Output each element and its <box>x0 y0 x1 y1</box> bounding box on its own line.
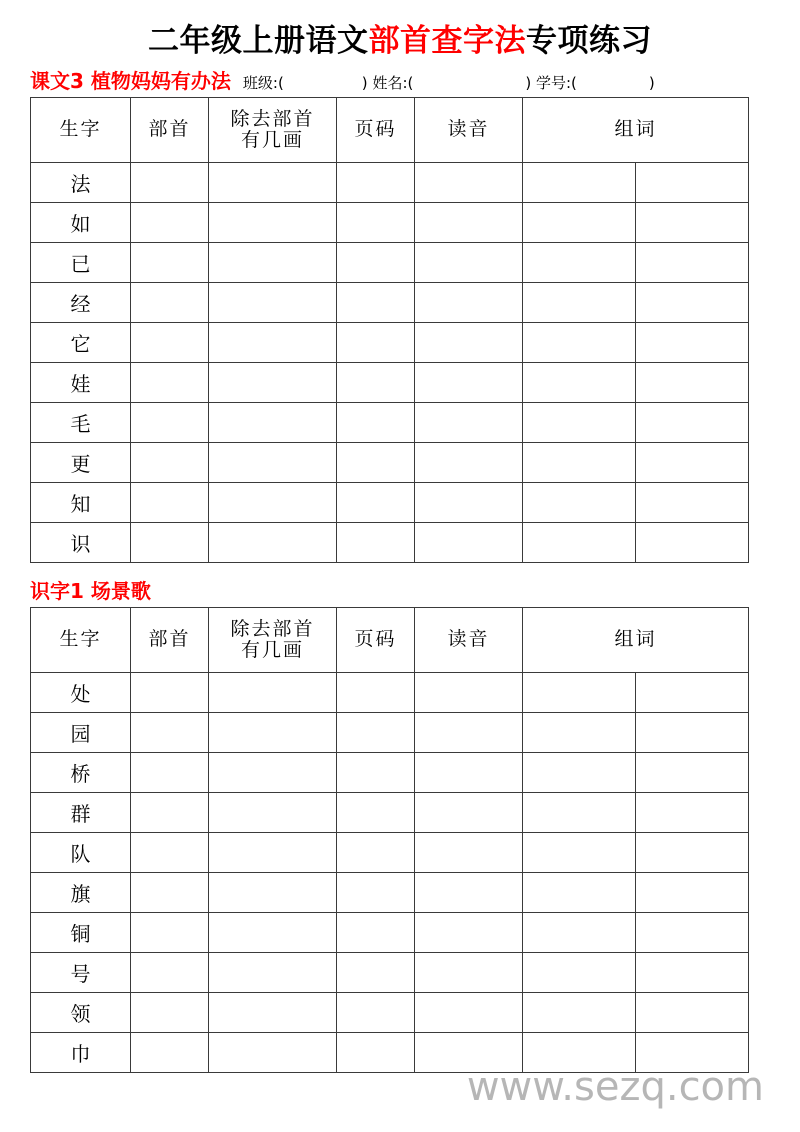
cell-pronunciation-blank[interactable] <box>415 443 523 483</box>
strokes-header-line2: 有几画 <box>240 639 304 661</box>
cell-pronunciation-blank[interactable] <box>415 363 523 403</box>
cell-page-blank[interactable] <box>337 713 415 753</box>
strokes-header-line1: 除去部首 <box>230 107 315 130</box>
cell-pronunciation-blank[interactable] <box>415 323 523 363</box>
table-row <box>31 713 749 753</box>
name-field-label: 姓名:( <box>372 74 414 92</box>
cell-word-blank-b[interactable] <box>636 673 749 713</box>
cell-strokes-blank[interactable] <box>209 243 337 283</box>
cell-word-blank-b[interactable] <box>636 243 749 283</box>
cell-radical-blank[interactable] <box>131 753 209 793</box>
cell-strokes-blank[interactable] <box>209 1033 337 1073</box>
cell-radical-blank[interactable] <box>131 523 209 563</box>
title-segment-1: 二年级上册语文 <box>148 23 369 59</box>
column-header-strokes <box>209 98 337 163</box>
cell-word-blank-b[interactable] <box>636 403 749 443</box>
section-heading-row-2 <box>0 581 800 601</box>
table-wrapper-1 <box>0 97 800 563</box>
cell-strokes-blank[interactable] <box>209 403 337 443</box>
student-info-fields <box>243 76 655 91</box>
cell-character: 桥 <box>31 753 131 793</box>
cell-word-blank-b[interactable] <box>636 523 749 563</box>
cell-word-blank-b[interactable] <box>636 203 749 243</box>
table-row <box>31 363 749 403</box>
cell-radical-blank[interactable] <box>131 203 209 243</box>
id-field-label: 学号:( <box>535 74 577 92</box>
cell-word-blank-a[interactable] <box>523 163 636 203</box>
table-row <box>31 323 749 363</box>
cell-strokes-blank[interactable] <box>209 323 337 363</box>
cell-radical-blank[interactable] <box>131 873 209 913</box>
strokes-header-line2: 有几画 <box>240 129 304 151</box>
cell-radical-blank[interactable] <box>131 163 209 203</box>
cell-character: 更 <box>31 443 131 483</box>
cell-word-blank-a[interactable] <box>523 203 636 243</box>
cell-page-blank[interactable] <box>337 283 415 323</box>
page-title <box>0 0 800 57</box>
cell-word-blank-b[interactable] <box>636 163 749 203</box>
cell-radical-blank[interactable] <box>131 953 209 993</box>
cell-pronunciation-blank[interactable] <box>415 673 523 713</box>
cell-character: 娃 <box>31 363 131 403</box>
cell-character: 群 <box>31 793 131 833</box>
cell-radical-blank[interactable] <box>131 993 209 1033</box>
cell-word-blank-a[interactable] <box>523 713 636 753</box>
cell-pronunciation-blank[interactable] <box>415 793 523 833</box>
table-header-2 <box>31 608 749 673</box>
cell-strokes-blank[interactable] <box>209 793 337 833</box>
cell-pronunciation-blank[interactable] <box>415 953 523 993</box>
cell-word-blank-b[interactable] <box>636 873 749 913</box>
cell-word-blank-b[interactable] <box>636 363 749 403</box>
site-watermark: www.sezq.com <box>466 1064 764 1110</box>
table-body-2 <box>31 673 749 1073</box>
cell-page-blank[interactable] <box>337 163 415 203</box>
table-row <box>31 403 749 443</box>
cell-character: 号 <box>31 953 131 993</box>
cell-page-blank[interactable] <box>337 953 415 993</box>
cell-radical-blank[interactable] <box>131 673 209 713</box>
cell-word-blank-a[interactable] <box>523 243 636 283</box>
cell-character: 旗 <box>31 873 131 913</box>
table-row <box>31 993 749 1033</box>
cell-radical-blank[interactable] <box>131 913 209 953</box>
cell-pronunciation-blank[interactable] <box>415 913 523 953</box>
cell-character: 处 <box>31 673 131 713</box>
cell-page-blank[interactable] <box>337 793 415 833</box>
cell-pronunciation-blank[interactable] <box>415 1033 523 1073</box>
cell-word-blank-b[interactable] <box>636 913 749 953</box>
cell-character: 铜 <box>31 913 131 953</box>
header-row <box>31 98 749 163</box>
strokes-header-line1: 除去部首 <box>230 617 315 640</box>
cell-strokes-blank[interactable] <box>209 163 337 203</box>
cell-word-blank-b[interactable] <box>636 953 749 993</box>
cell-page-blank[interactable] <box>337 1033 415 1073</box>
section-title-1: 课文3 植物妈妈有办法 <box>30 69 231 93</box>
cell-character: 法 <box>31 163 131 203</box>
cell-word-blank-a[interactable] <box>523 673 636 713</box>
cell-strokes-blank[interactable] <box>209 363 337 403</box>
class-field-close: ) <box>361 74 368 92</box>
title-segment-3: 专项练习 <box>526 23 652 59</box>
class-field-label: 班级:( <box>242 74 284 92</box>
cell-pronunciation-blank[interactable] <box>415 523 523 563</box>
cell-word-blank-a[interactable] <box>523 483 636 523</box>
table-row <box>31 483 749 523</box>
cell-radical-blank[interactable] <box>131 283 209 323</box>
cell-strokes-blank[interactable] <box>209 753 337 793</box>
cell-word-blank-b[interactable] <box>636 483 749 523</box>
cell-strokes-blank[interactable] <box>209 833 337 873</box>
cell-page-blank[interactable] <box>337 403 415 443</box>
table-row <box>31 523 749 563</box>
column-header-radical: 部首 <box>131 98 209 163</box>
column-header-page: 页码 <box>337 98 415 163</box>
cell-word-blank-b[interactable] <box>636 443 749 483</box>
cell-character: 知 <box>31 483 131 523</box>
table-row <box>31 753 749 793</box>
column-header-strokes <box>209 608 337 673</box>
cell-radical-blank[interactable] <box>131 243 209 283</box>
cell-radical-blank[interactable] <box>131 323 209 363</box>
cell-pronunciation-blank[interactable] <box>415 403 523 443</box>
cell-word-blank-b[interactable] <box>636 833 749 873</box>
section-heading-row-1 <box>0 71 800 91</box>
cell-strokes-blank[interactable] <box>209 203 337 243</box>
table-row <box>31 793 749 833</box>
cell-character: 队 <box>31 833 131 873</box>
table-row <box>31 163 749 203</box>
cell-page-blank[interactable] <box>337 873 415 913</box>
cell-page-blank[interactable] <box>337 993 415 1033</box>
cell-character: 识 <box>31 523 131 563</box>
practice-table-1 <box>30 97 749 563</box>
cell-strokes-blank[interactable] <box>209 523 337 563</box>
table-row <box>31 243 749 283</box>
table-row <box>31 673 749 713</box>
cell-page-blank[interactable] <box>337 833 415 873</box>
table-row <box>31 443 749 483</box>
cell-strokes-blank[interactable] <box>209 283 337 323</box>
cell-word-blank-a[interactable] <box>523 1033 636 1073</box>
cell-radical-blank[interactable] <box>131 793 209 833</box>
cell-word-blank-a[interactable] <box>523 793 636 833</box>
cell-radical-blank[interactable] <box>131 713 209 753</box>
column-header-words: 组词 <box>523 98 749 163</box>
cell-radical-blank[interactable] <box>131 443 209 483</box>
cell-word-blank-a[interactable] <box>523 363 636 403</box>
cell-page-blank[interactable] <box>337 753 415 793</box>
cell-character: 经 <box>31 283 131 323</box>
cell-word-blank-a[interactable] <box>523 993 636 1033</box>
table-row <box>31 203 749 243</box>
cell-pronunciation-blank[interactable] <box>415 833 523 873</box>
column-header-character: 生字 <box>31 608 131 673</box>
cell-page-blank[interactable] <box>337 203 415 243</box>
cell-word-blank-a[interactable] <box>523 443 636 483</box>
cell-word-blank-a[interactable] <box>523 873 636 913</box>
cell-page-blank[interactable] <box>337 673 415 713</box>
table-row <box>31 913 749 953</box>
header-row <box>31 608 749 673</box>
column-header-pronunciation: 读音 <box>415 608 523 673</box>
column-header-pronunciation: 读音 <box>415 98 523 163</box>
table-row <box>31 953 749 993</box>
cell-page-blank[interactable] <box>337 243 415 283</box>
cell-word-blank-a[interactable] <box>523 523 636 563</box>
cell-word-blank-a[interactable] <box>523 403 636 443</box>
cell-page-blank[interactable] <box>337 443 415 483</box>
cell-page-blank[interactable] <box>337 913 415 953</box>
cell-pronunciation-blank[interactable] <box>415 993 523 1033</box>
cell-word-blank-a[interactable] <box>523 323 636 363</box>
cell-page-blank[interactable] <box>337 363 415 403</box>
section-title-2: 识字1 场景歌 <box>30 579 151 603</box>
cell-radical-blank[interactable] <box>131 833 209 873</box>
table-header-1 <box>31 98 749 163</box>
cell-radical-blank[interactable] <box>131 403 209 443</box>
cell-strokes-blank[interactable] <box>209 483 337 523</box>
cell-word-blank-a[interactable] <box>523 833 636 873</box>
cell-radical-blank[interactable] <box>131 1033 209 1073</box>
cell-word-blank-a[interactable] <box>523 913 636 953</box>
cell-radical-blank[interactable] <box>131 363 209 403</box>
cell-word-blank-b[interactable] <box>636 793 749 833</box>
cell-word-blank-a[interactable] <box>523 283 636 323</box>
cell-strokes-blank[interactable] <box>209 953 337 993</box>
cell-word-blank-a[interactable] <box>523 753 636 793</box>
cell-character: 毛 <box>31 403 131 443</box>
table-row <box>31 873 749 913</box>
cell-pronunciation-blank[interactable] <box>415 713 523 753</box>
cell-strokes-blank[interactable] <box>209 713 337 753</box>
cell-strokes-blank[interactable] <box>209 673 337 713</box>
cell-page-blank[interactable] <box>337 483 415 523</box>
cell-strokes-blank[interactable] <box>209 873 337 913</box>
cell-pronunciation-blank[interactable] <box>415 483 523 523</box>
cell-strokes-blank[interactable] <box>209 913 337 953</box>
table-row <box>31 283 749 323</box>
cell-word-blank-b[interactable] <box>636 713 749 753</box>
cell-page-blank[interactable] <box>337 523 415 563</box>
cell-word-blank-b[interactable] <box>636 283 749 323</box>
title-segment-2-highlight: 部首查字法 <box>368 23 526 59</box>
column-header-radical: 部首 <box>131 608 209 673</box>
cell-pronunciation-blank[interactable] <box>415 203 523 243</box>
table-row <box>31 1033 749 1073</box>
cell-character: 巾 <box>31 1033 131 1073</box>
cell-pronunciation-blank[interactable] <box>415 243 523 283</box>
cell-strokes-blank[interactable] <box>209 993 337 1033</box>
cell-pronunciation-blank[interactable] <box>415 873 523 913</box>
cell-word-blank-b[interactable] <box>636 993 749 1033</box>
table-row <box>31 833 749 873</box>
practice-table-2 <box>30 607 749 1073</box>
table-wrapper-2 <box>0 607 800 1073</box>
cell-strokes-blank[interactable] <box>209 443 337 483</box>
cell-character: 已 <box>31 243 131 283</box>
cell-pronunciation-blank[interactable] <box>415 753 523 793</box>
cell-word-blank-a[interactable] <box>523 953 636 993</box>
cell-character: 园 <box>31 713 131 753</box>
cell-character: 它 <box>31 323 131 363</box>
cell-word-blank-b[interactable] <box>636 1033 749 1073</box>
cell-word-blank-b[interactable] <box>636 323 749 363</box>
cell-word-blank-b[interactable] <box>636 753 749 793</box>
cell-character: 如 <box>31 203 131 243</box>
cell-radical-blank[interactable] <box>131 483 209 523</box>
column-header-character: 生字 <box>31 98 131 163</box>
id-field-close: ) <box>648 74 655 92</box>
cell-page-blank[interactable] <box>337 323 415 363</box>
cell-pronunciation-blank[interactable] <box>415 283 523 323</box>
name-field-close: ) <box>525 74 532 92</box>
cell-pronunciation-blank[interactable] <box>415 163 523 203</box>
table-body-1 <box>31 163 749 563</box>
cell-character: 领 <box>31 993 131 1033</box>
column-header-page: 页码 <box>337 608 415 673</box>
column-header-words: 组词 <box>523 608 749 673</box>
